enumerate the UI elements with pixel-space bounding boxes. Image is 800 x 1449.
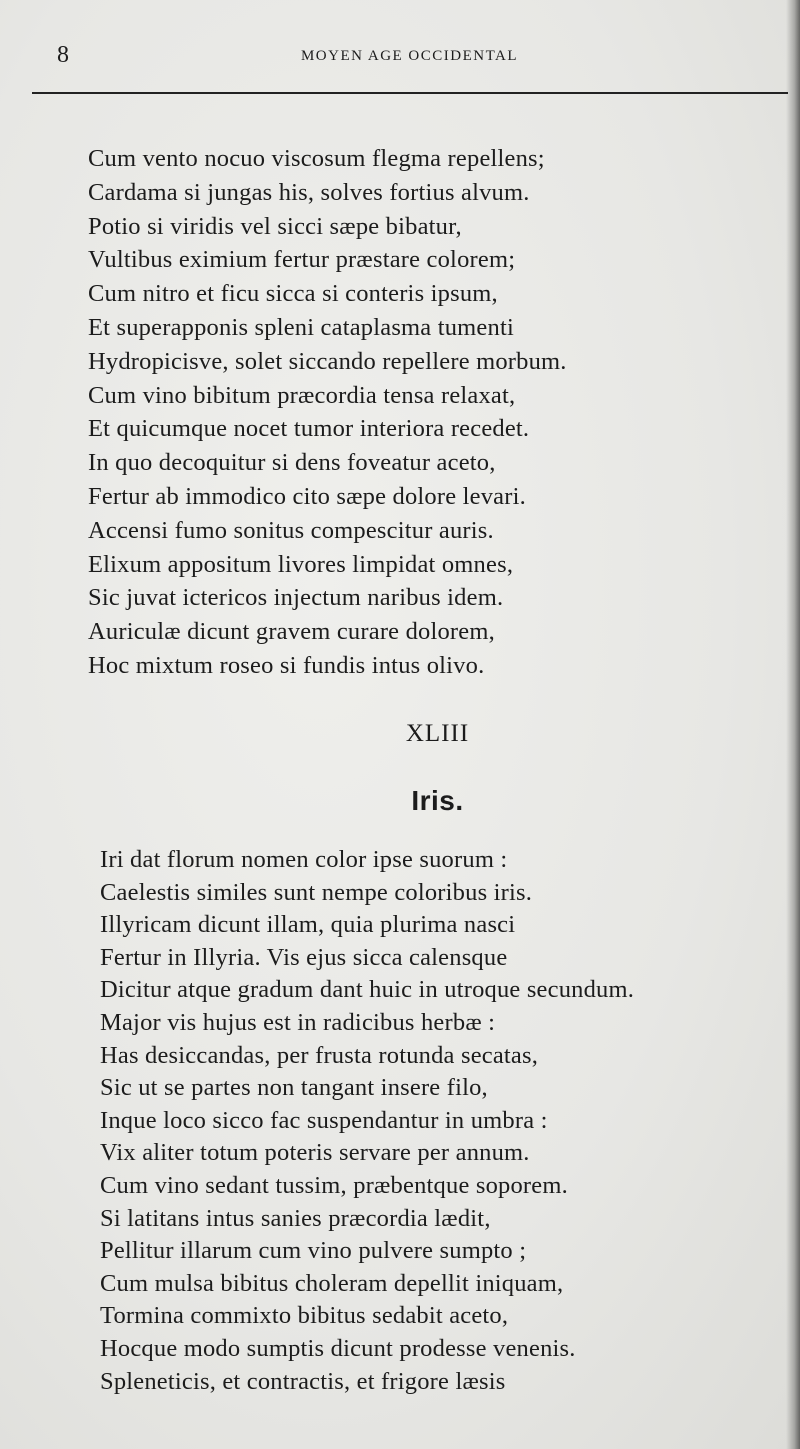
verse-line: Dicitur atque gradum dant huic in utroque secundum.	[100, 976, 635, 1004]
verse-line: Et quicumque nocet tumor interiora recedet.	[88, 415, 530, 443]
verse-block-continued	[88, 142, 567, 683]
verse-line: Et superapponis spleni cataplasma tumenti	[88, 313, 514, 341]
verse-block-iris	[100, 844, 634, 1398]
verse-line: Vix aliter totum poteris servare per annum.	[100, 1139, 530, 1167]
verse-line: Cum vino bibitum præcordia tensa relaxat,	[88, 381, 516, 409]
verse-line: Fertur ab immodico cito sæpe dolore levari.	[88, 482, 526, 510]
page-header	[32, 40, 787, 74]
verse-line: Sic ut se partes non tangant insere filo,	[100, 1074, 488, 1102]
verse-line: Caelestis similes sunt nempe coloribus iris.	[100, 878, 533, 906]
verse-line: Cum mulsa bibitus choleram depellit iniquam,	[100, 1269, 564, 1297]
verse-line: Potio si viridis vel sicci sæpe bibatur,	[88, 212, 462, 240]
verse-line: Iri dat florum nomen color ipse suorum :	[100, 846, 508, 873]
verse-line: Major vis hujus est in radicibus herbæ :	[100, 1008, 496, 1036]
verse-line: Elixum appositum livores limpidat omnes,	[88, 550, 514, 578]
verse-line: Pellitur illarum cum vino pulvere sumpto ;	[100, 1237, 527, 1265]
verse-line: Has desiccandas, per frusta rotunda secatas,	[100, 1041, 539, 1069]
verse-line: In quo decoquitur si dens foveatur aceto,	[88, 449, 496, 477]
verse-line: Accensi fumo sonitus compescitur auris.	[88, 516, 494, 544]
running-head: MOYEN AGE OCCIDENTAL	[300, 48, 519, 64]
verse-line: Cum vino sedant tussim, præbentque soporem.	[100, 1171, 568, 1199]
verse-line: Auriculæ dicunt gravem curare dolorem,	[88, 618, 495, 646]
verse-line: Cum nitro et ficu sicca si conteris ipsum,	[88, 280, 498, 308]
verse-line: Tormina commixto bibitus sedabit aceto,	[100, 1302, 509, 1330]
verse-line: Cum vento nocuo viscosum flegma repellens;	[88, 145, 545, 172]
section-title: Iris.	[411, 785, 464, 816]
verse-line: Illyricam dicunt illam, quia plurima nasci	[100, 911, 516, 939]
verse-line: Hydropicisve, solet siccando repellere morbum.	[88, 347, 567, 375]
section-number: XLIII	[405, 720, 470, 747]
page-edge-shadow	[786, 0, 800, 1449]
verse-line: Cardama si jungas his, solves fortius alvum.	[88, 178, 530, 206]
header-rule	[32, 92, 788, 94]
verse-line: Sic juvat ictericos injectum naribus idem.	[88, 584, 504, 612]
page-number: 8	[57, 42, 69, 68]
verse-line: Vultibus eximium fertur præstare colorem;	[88, 246, 516, 274]
verse-line: Spleneticis, et contractis, et frigore læsis	[100, 1367, 506, 1395]
verse-line: Hocque modo sumptis dicunt prodesse venenis.	[100, 1334, 576, 1362]
verse-line: Si latitans intus sanies præcordia lædit,	[100, 1204, 491, 1232]
verse-line: Hoc mixtum roseo si fundis intus olivo.	[88, 651, 485, 679]
verse-line: Fertur in Illyria. Vis ejus sicca calensque	[100, 943, 508, 971]
verse-line: Inque loco sicco fac suspendantur in umbra :	[100, 1106, 548, 1134]
